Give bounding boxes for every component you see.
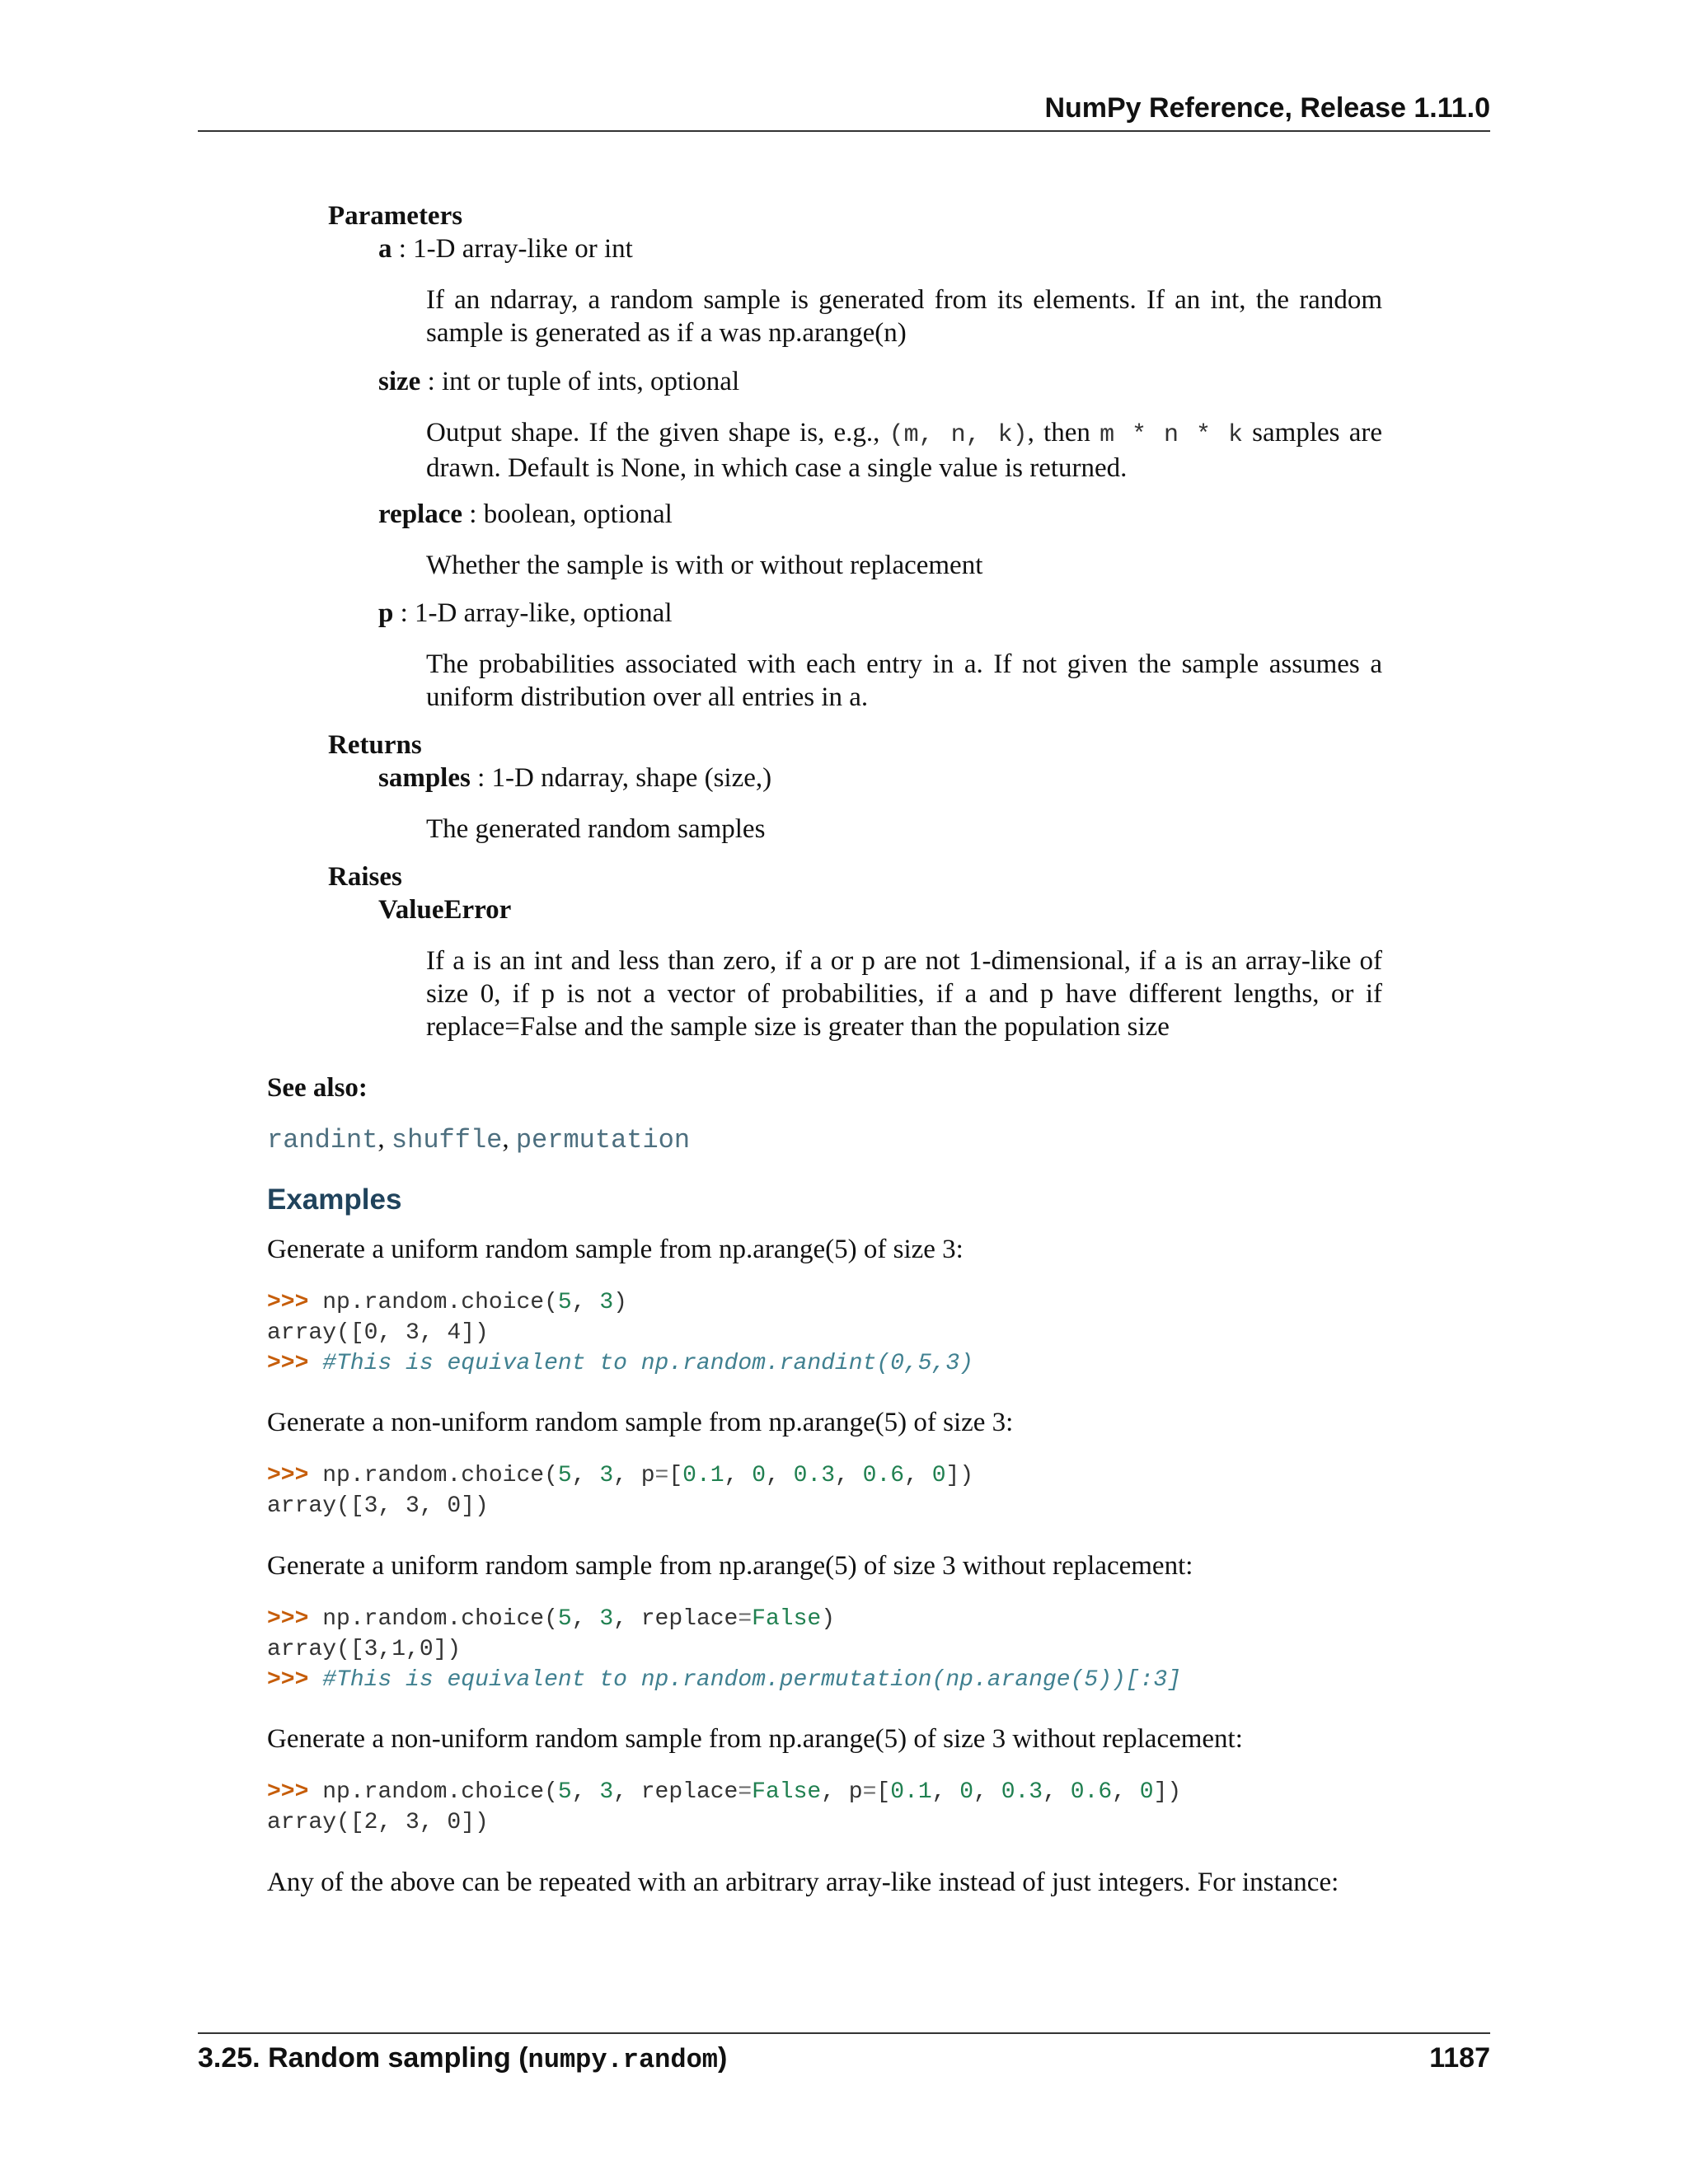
code-line: [267, 1287, 973, 1318]
code-number: 5: [557, 1290, 572, 1315]
code-comment: #This is equivalent to np.random.randint(0,5,3): [322, 1351, 973, 1376]
raises-name: ValueError: [378, 895, 512, 925]
code-paren: (: [544, 1779, 558, 1805]
see-also-sep: ,: [502, 1124, 516, 1154]
code-number: 0.1: [682, 1463, 724, 1488]
code-comma: ,: [571, 1463, 600, 1488]
code-comma: ,: [904, 1463, 932, 1488]
code-keyword-arg: replace: [640, 1606, 738, 1632]
code-call: np.random.choice: [322, 1606, 545, 1632]
code-call: np.random.choice: [322, 1463, 545, 1488]
returns-desc: [426, 813, 1382, 846]
param-replace-type: boolean, optional: [483, 499, 673, 529]
param-a-name: a: [378, 234, 392, 264]
code-number: 0.3: [793, 1463, 836, 1488]
code-comment: #This is equivalent to np.random.permutation(np.arange(5))[:3]: [322, 1667, 1182, 1693]
param-size-desc: [426, 416, 1382, 485]
code-number: 0.1: [890, 1779, 932, 1805]
code-number: 0.6: [1070, 1779, 1113, 1805]
examples-heading: Examples: [267, 1183, 402, 1216]
see-also-links: [267, 1124, 690, 1155]
code-comma: ,: [1112, 1779, 1140, 1805]
raises-desc-text: If a is an int and less than zero, if a or p are not 1-dimensional, if a is an array-like of size 0, if p is not a vector of probabilities, if a and p have different lengths, or if replace=False and the sample size is greater than the population size: [426, 946, 1382, 1042]
see-also-sep: ,: [377, 1124, 392, 1154]
code-paren: ): [821, 1606, 835, 1632]
example-intro-1: Generate a uniform random sample from np.arange(5) of size 3:: [267, 1235, 964, 1264]
code-block-2: [267, 1460, 973, 1521]
code-comma: ,: [835, 1463, 863, 1488]
code-number: 0.6: [862, 1463, 905, 1488]
code-call: np.random.choice: [322, 1290, 545, 1315]
code-comma: ,: [973, 1779, 1001, 1805]
param-size-desc-2: , then: [1027, 418, 1100, 448]
code-operator: =: [862, 1779, 877, 1805]
code-bracket: ]: [1153, 1779, 1168, 1805]
code-output: array([3, 3, 0]): [267, 1493, 489, 1519]
param-p-desc: [426, 648, 1382, 714]
returns-item: [378, 763, 771, 794]
code-block-3: [267, 1604, 1181, 1695]
code-number: 3: [599, 1463, 614, 1488]
code-number: 0: [1139, 1779, 1154, 1805]
code-paren: (: [544, 1463, 558, 1488]
param-replace: [378, 499, 673, 530]
example-intro-4: Generate a non-uniform random sample from np.arange(5) of size 3 without replacement:: [267, 1724, 1243, 1754]
examples-closing: Any of the above can be repeated with an arbitrary array-like instead of just integers. For instance:: [267, 1868, 1339, 1897]
prompt-marker: >>>: [267, 1351, 309, 1376]
param-size: [378, 367, 739, 397]
footer-section-text: 3.25. Random sampling (: [198, 2042, 528, 2074]
code-line: [267, 1665, 1181, 1695]
parameters-label: Parameters: [328, 201, 463, 231]
code-block-4: [267, 1777, 1181, 1838]
code-keyword-arg: p: [848, 1779, 863, 1805]
code-bracket: [: [876, 1779, 891, 1805]
code-comma: ,: [571, 1779, 600, 1805]
param-size-sep: :: [420, 367, 442, 396]
link-randint[interactable]: randint: [267, 1125, 378, 1155]
link-shuffle[interactable]: shuffle: [391, 1125, 503, 1155]
code-comma: ,: [571, 1290, 600, 1315]
header-rule: [198, 130, 1490, 132]
code-comma: ,: [724, 1463, 753, 1488]
code-comma: ,: [931, 1779, 960, 1805]
code-operator: =: [654, 1463, 669, 1488]
code-comma: ,: [821, 1779, 849, 1805]
code-paren: (: [544, 1606, 558, 1632]
code-line: [267, 1460, 973, 1491]
param-p-type: 1-D array-like, optional: [415, 598, 673, 628]
code-number: 3: [599, 1290, 614, 1315]
param-replace-name: replace: [378, 499, 463, 529]
param-size-desc-1: Output shape. If the given shape is, e.g.,: [426, 418, 889, 448]
param-size-code-shape: (m, n, k): [889, 421, 1028, 449]
code-number: 5: [557, 1463, 572, 1488]
code-comma: ,: [766, 1463, 794, 1488]
prompt-marker: >>>: [267, 1463, 309, 1488]
code-bracket: [: [668, 1463, 683, 1488]
prompt-marker: >>>: [267, 1290, 309, 1315]
param-a-type: 1-D array-like or int: [413, 234, 633, 264]
code-output: array([2, 3, 0]): [267, 1810, 489, 1835]
code-call: np.random.choice: [322, 1779, 545, 1805]
code-paren: ): [959, 1463, 974, 1488]
code-comma: ,: [613, 1463, 641, 1488]
code-line: [267, 1604, 1181, 1634]
param-a-desc-text: If an ndarray, a random sample is generated from its elements. If an int, the random sample is generated as if a was np.arange(n): [426, 285, 1382, 348]
returns-desc-text: The generated random samples: [426, 814, 766, 844]
code-operator: =: [738, 1779, 753, 1805]
param-a-sep: :: [392, 234, 414, 264]
param-p: [378, 598, 673, 629]
code-constant: False: [752, 1606, 822, 1632]
param-replace-desc: [426, 549, 1382, 582]
code-keyword-arg: replace: [640, 1779, 738, 1805]
param-size-desc-3: samples are drawn. Default is None, in which case a single value is returned.: [426, 418, 1382, 483]
footer-module: numpy.random: [528, 2045, 718, 2075]
code-comma: ,: [571, 1606, 600, 1632]
code-number: 0.3: [1001, 1779, 1043, 1805]
code-output: array([3,1,0]): [267, 1637, 462, 1662]
code-comma: ,: [613, 1779, 641, 1805]
code-paren: ): [1167, 1779, 1182, 1805]
param-replace-sep: :: [462, 499, 484, 529]
returns-type: 1-D ndarray, shape (size,): [491, 763, 772, 793]
returns-label: Returns: [328, 730, 422, 760]
example-intro-2: Generate a non-uniform random sample from np.arange(5) of size 3:: [267, 1408, 1014, 1437]
prompt-marker: >>>: [267, 1667, 309, 1693]
page-number: 1187: [1429, 2042, 1490, 2074]
code-comma: ,: [1043, 1779, 1071, 1805]
code-number: 3: [599, 1779, 614, 1805]
prompt-marker: >>>: [267, 1606, 309, 1632]
footer-rule: [198, 2032, 1490, 2034]
param-a: [378, 234, 633, 265]
returns-sep: :: [470, 763, 492, 793]
code-bracket: ]: [945, 1463, 960, 1488]
raises-desc: [426, 944, 1382, 1043]
example-intro-3: Generate a uniform random sample from np.arange(5) of size 3 without replacement:: [267, 1551, 1193, 1581]
code-number: 0: [752, 1463, 767, 1488]
code-line: [267, 1348, 973, 1379]
code-constant: False: [752, 1779, 822, 1805]
param-replace-desc-text: Whether the sample is with or without replacement: [426, 551, 983, 580]
code-output: array([0, 3, 4]): [267, 1320, 489, 1346]
prompt-marker: >>>: [267, 1779, 309, 1805]
param-p-name: p: [378, 598, 394, 628]
see-also-title: See also:: [267, 1073, 368, 1103]
param-size-code-product: m * n * k: [1100, 421, 1243, 449]
returns-name: samples: [378, 763, 471, 793]
code-number: 0: [931, 1463, 946, 1488]
raises-label: Raises: [328, 862, 402, 892]
code-number: 5: [557, 1606, 572, 1632]
link-permutation[interactable]: permutation: [515, 1125, 691, 1155]
param-a-desc: [426, 284, 1382, 349]
code-operator: =: [738, 1606, 753, 1632]
code-paren: (: [544, 1290, 558, 1315]
footer-section-title: [198, 2042, 727, 2075]
param-size-name: size: [378, 367, 421, 396]
code-line: [267, 1777, 1181, 1807]
code-paren: ): [613, 1290, 627, 1315]
code-block-1: [267, 1287, 973, 1379]
param-size-type: int or tuple of ints, optional: [441, 367, 740, 396]
code-number: 0: [959, 1779, 974, 1805]
code-keyword-arg: p: [640, 1463, 655, 1488]
code-number: 5: [557, 1779, 572, 1805]
code-comma: ,: [613, 1606, 641, 1632]
code-number: 3: [599, 1606, 614, 1632]
running-header: NumPy Reference, Release 1.11.0: [1044, 92, 1490, 124]
param-p-sep: :: [393, 598, 415, 628]
param-p-desc-text: The probabilities associated with each entry in a. If not given the sample assumes a uniform distribution over all entries in a.: [426, 649, 1382, 712]
footer-close: ): [717, 2042, 728, 2074]
